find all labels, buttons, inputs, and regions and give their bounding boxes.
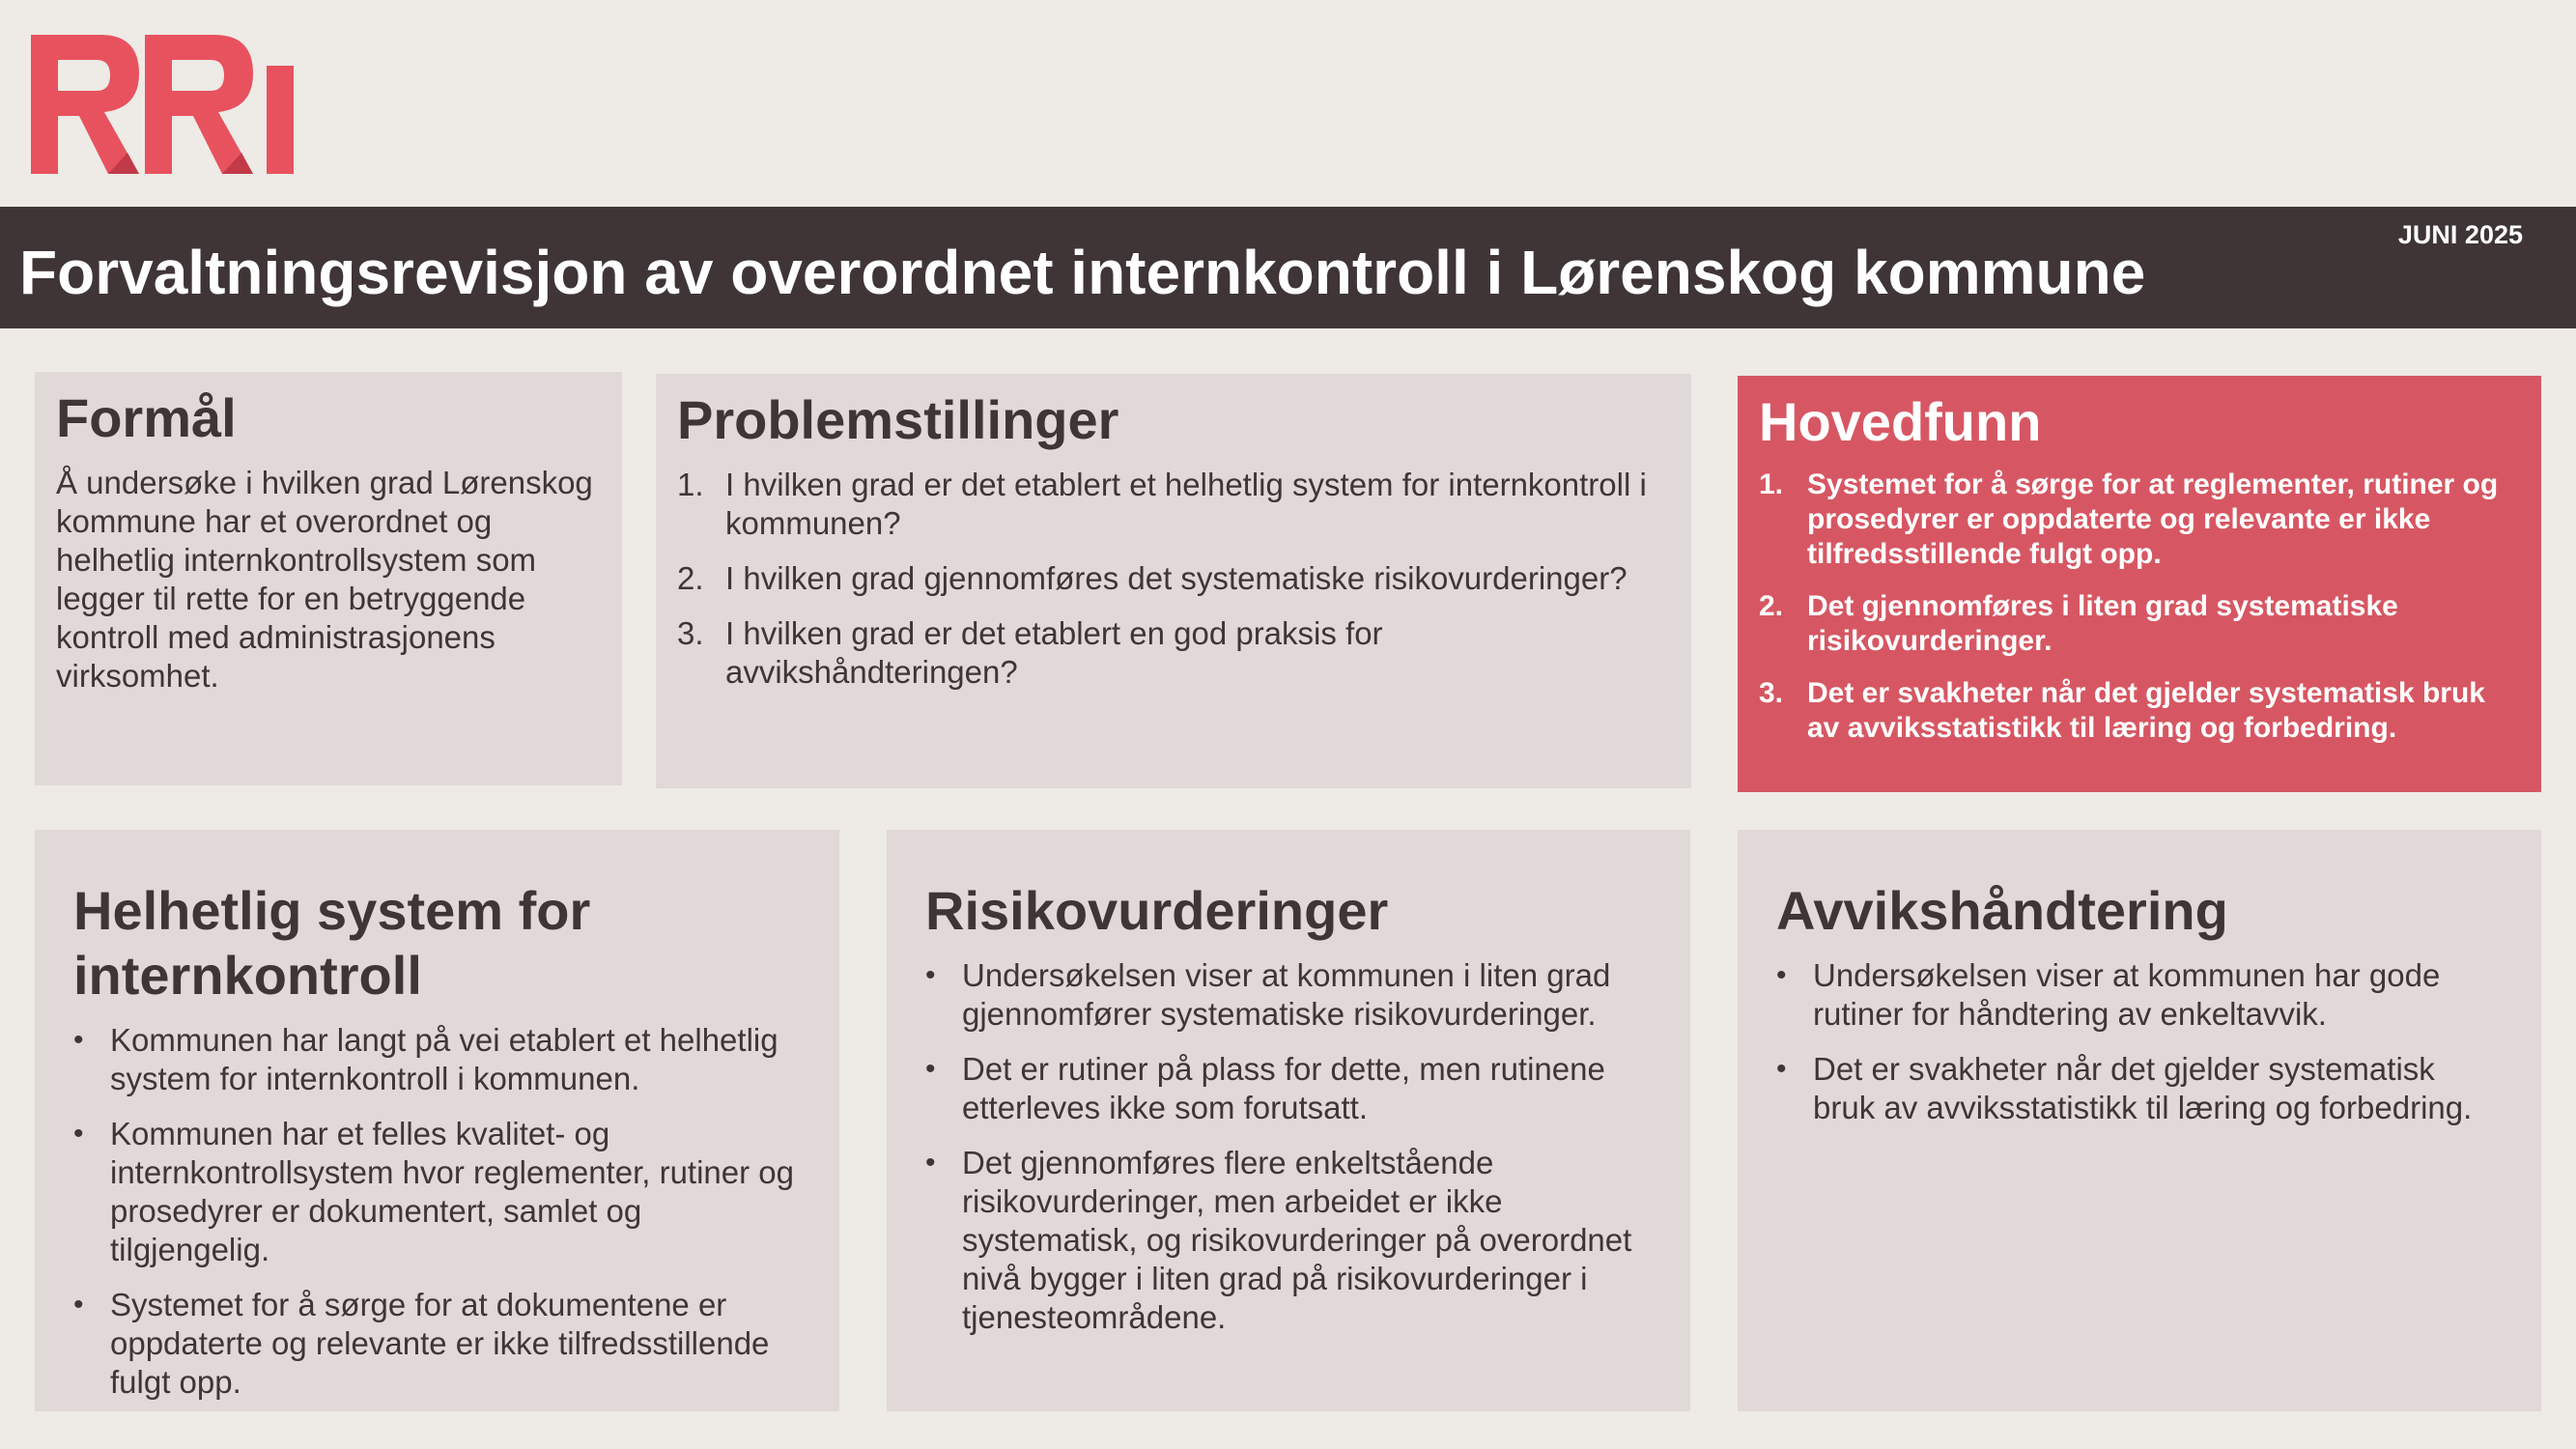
list-item: • Kommunen har langt på vei etablert et helhetlig system for internkontroll i kommunen. bbox=[73, 1021, 801, 1098]
list-text: Det er svakheter når det gjelder systematisk bruk av avviksstatistikk til læring og forbedring. bbox=[1807, 677, 2485, 745]
report-date: JUNI 2025 bbox=[2397, 220, 2523, 249]
page-title: Forvaltningsrevisjon av overordnet internkontroll i Lørenskog kommune bbox=[19, 238, 2146, 307]
hovedfunn-list bbox=[1759, 468, 2520, 746]
risiko-card bbox=[887, 830, 1690, 1411]
risiko-heading: Risikovurderinger bbox=[925, 880, 1389, 941]
list-text: I hvilken grad er det etablert en god praksis for avvikshåndteringen? bbox=[725, 615, 1383, 691]
hovedfunn-card bbox=[1738, 376, 2541, 792]
formal-heading: Formål bbox=[56, 387, 237, 448]
list-item: • Det er svakheter når det gjelder systematisk bruk av avviksstatistikk til læring og forbedring. bbox=[1776, 1050, 2503, 1127]
list-text: Systemet for å sørge for at reglementer, rutiner og prosedyrer er oppdaterte og relevante er ikke tilfredsstillende fulgt opp. bbox=[1807, 469, 2499, 571]
list-number: 2. bbox=[677, 560, 704, 597]
list-item bbox=[1759, 468, 2520, 572]
avvik-card bbox=[1738, 830, 2541, 1411]
list-number: 1. bbox=[677, 467, 704, 503]
list-text: I hvilken grad gjennomføres det systematiske risikovurderinger? bbox=[725, 560, 1628, 597]
formal-card bbox=[35, 372, 622, 785]
list-number: 3. bbox=[1759, 677, 1784, 710]
list-item: • Det gjennomføres flere enkeltstående risikovurderinger, men arbeidet er ikke systematisk, og risikovurderinger på overordnet nivå bygger i liten grad på risikovurderinger i tjenesteområdene. bbox=[925, 1144, 1652, 1337]
problemstillinger-list bbox=[677, 466, 1670, 692]
problemstillinger-card bbox=[656, 374, 1691, 788]
helhetlig-list bbox=[73, 1021, 801, 1402]
list-text: Det gjennomføres i liten grad systematiske risikovurderinger. bbox=[1807, 590, 2398, 658]
rri-logo bbox=[31, 27, 301, 174]
problemstillinger-heading: Problemstillinger bbox=[677, 389, 1119, 450]
list-item bbox=[1759, 676, 2520, 746]
rri-logo-mark bbox=[31, 27, 301, 174]
risiko-list bbox=[925, 956, 1652, 1337]
list-item: • Undersøkelsen viser at kommunen i liten grad gjennomfører systematiske risikovurderinger. bbox=[925, 956, 1652, 1034]
hovedfunn-heading: Hovedfunn bbox=[1759, 391, 2042, 452]
list-number: 2. bbox=[1759, 590, 1784, 623]
list-item: • Kommunen har et felles kvalitet- og internkontrollsystem hvor reglementer, rutiner og prosedyrer er dokumentert, samlet og tilgjengelig. bbox=[73, 1115, 801, 1269]
helhetlig-card bbox=[35, 830, 839, 1411]
formal-body: Å undersøke i hvilken grad Lørenskog kommune har et overordnet og helhetlig internkontrollsystem som legger til rette for en betryggende kontroll med administrasjonens virksomhet. bbox=[56, 465, 593, 695]
list-item bbox=[677, 559, 1670, 598]
list-item bbox=[677, 466, 1670, 543]
list-number: 1. bbox=[1759, 469, 1784, 501]
list-item bbox=[677, 614, 1670, 692]
list-text: I hvilken grad er det etablert et helhetlig system for internkontroll i kommunen? bbox=[725, 467, 1647, 542]
list-item: • Undersøkelsen viser at kommunen har gode rutiner for håndtering av enkeltavvik. bbox=[1776, 956, 2503, 1034]
list-item: • Systemet for å sørge for at dokumentene er oppdaterte og relevante er ikke tilfredsstillende fulgt opp. bbox=[73, 1286, 801, 1402]
list-number: 3. bbox=[677, 615, 704, 652]
list-item bbox=[1759, 589, 2520, 659]
avvik-list bbox=[1776, 956, 2503, 1127]
list-item: • Det er rutiner på plass for dette, men rutinene etterleves ikke som forutsatt. bbox=[925, 1050, 1652, 1127]
title-banner bbox=[0, 207, 2576, 328]
helhetlig-heading: Helhetlig system for internkontroll bbox=[73, 880, 591, 1007]
avvik-heading: Avvikshåndtering bbox=[1776, 880, 2228, 941]
